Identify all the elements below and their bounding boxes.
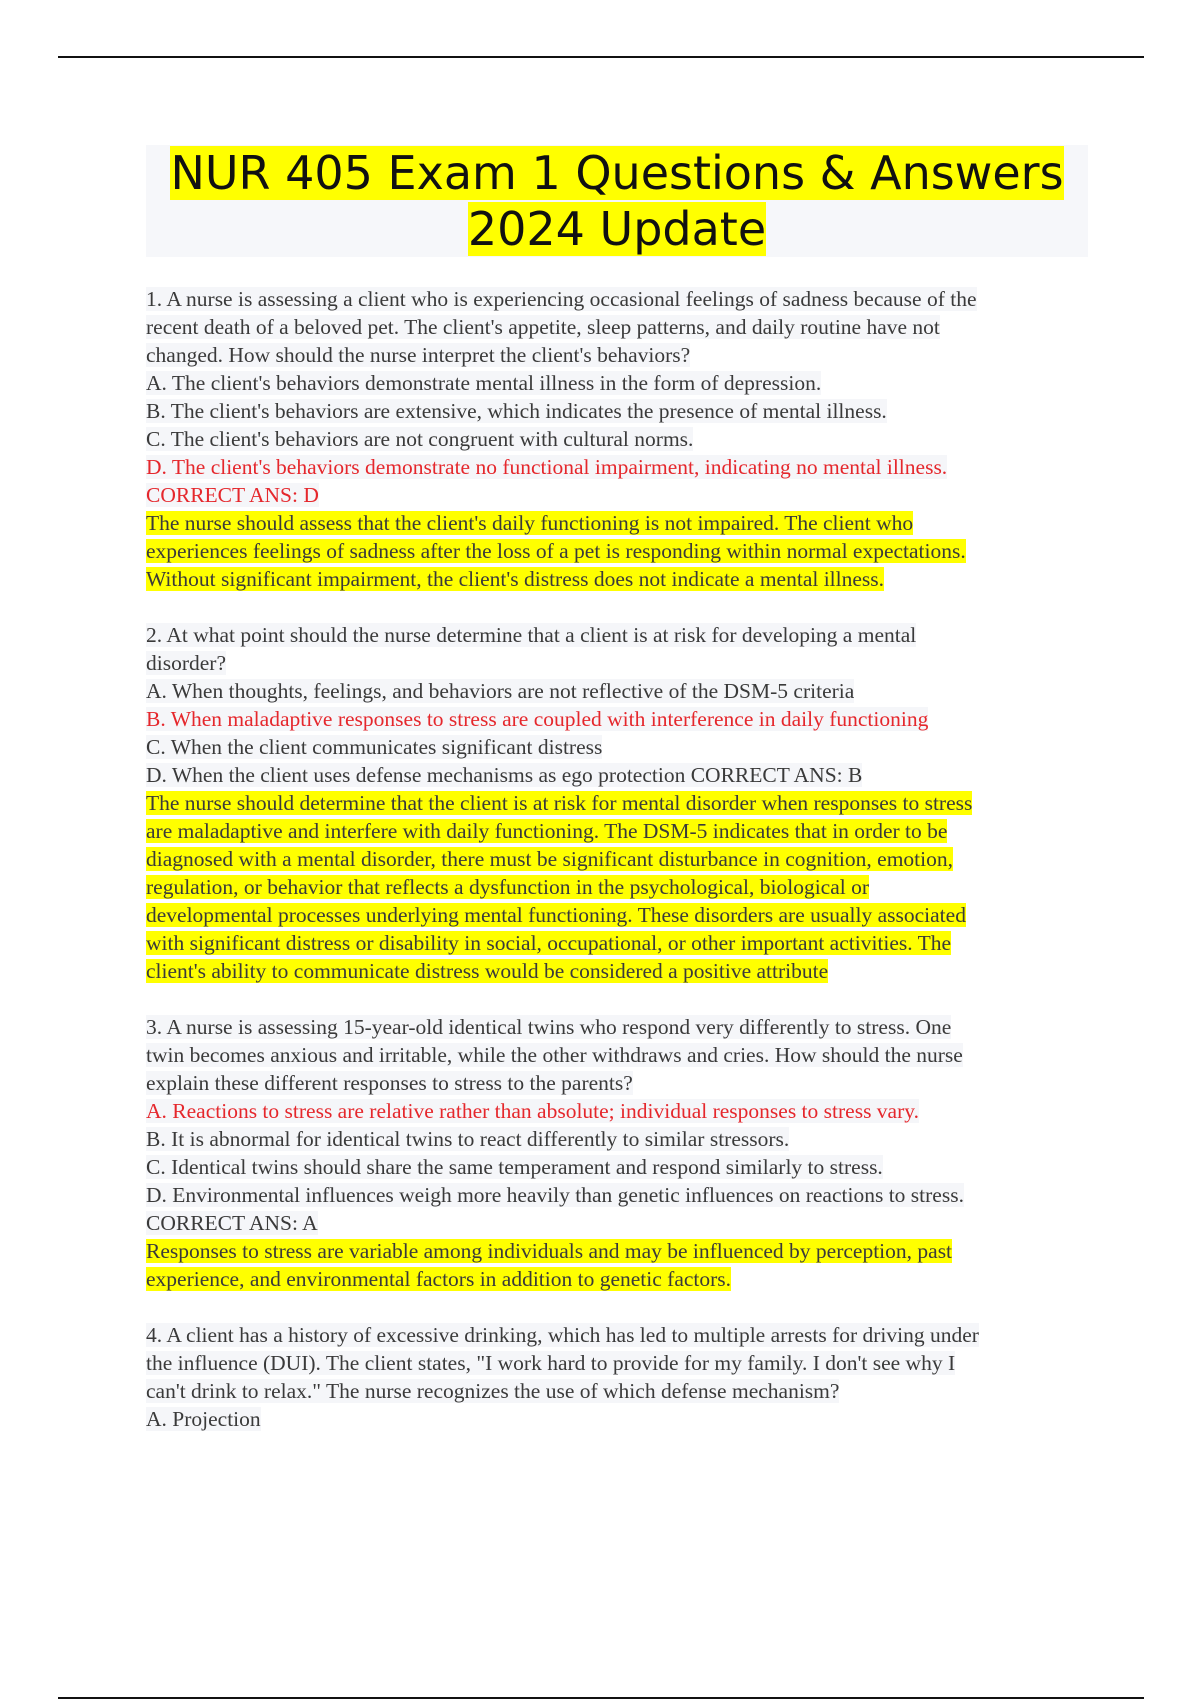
answer-option-d: D. When the client uses defense mechanisms as ego protection CORRECT ANS: B bbox=[146, 763, 863, 787]
title-line-1: NUR 405 Exam 1 Questions & Answers bbox=[170, 146, 1064, 200]
answer-option-c: C. Identical twins should share the same temperament and respond similarly to stress. bbox=[146, 1155, 883, 1179]
answer-option-b-correct: B. When maladaptive responses to stress are coupled with interference in daily functioning bbox=[146, 707, 929, 731]
top-rule bbox=[58, 56, 1144, 58]
question-stem-line: explain these different responses to stress to the parents? bbox=[146, 1071, 633, 1095]
question-3 bbox=[146, 1013, 1096, 1293]
answer-option-a-correct: A. Reactions to stress are relative rather than absolute; individual responses to stress vary. bbox=[146, 1099, 919, 1123]
document-title bbox=[146, 145, 1088, 257]
question-stem-line: 4. A client has a history of excessive drinking, which has led to multiple arrests for driving under bbox=[146, 1323, 979, 1347]
question-stem-line: recent death of a beloved pet. The client's appetite, sleep patterns, and daily routine have not bbox=[146, 315, 940, 339]
question-stem-line: 1. A nurse is assessing a client who is experiencing occasional feelings of sadness because of the bbox=[146, 287, 977, 311]
question-stem-line: 2. At what point should the nurse determine that a client is at risk for developing a mental bbox=[146, 623, 917, 647]
question-stem-line: twin becomes anxious and irritable, while the other withdraws and cries. How should the nurse bbox=[146, 1043, 963, 1067]
answer-option-a: A. The client's behaviors demonstrate mental illness in the form of depression. bbox=[146, 371, 822, 395]
rationale: Responses to stress are variable among individuals and may be influenced by perception, past experience, and environmental factors in addition to genetic factors. bbox=[146, 1239, 953, 1291]
answer-option-a: A. Projection bbox=[146, 1407, 261, 1431]
question-stem-line: 3. A nurse is assessing 15-year-old identical twins who respond very differently to stress. One bbox=[146, 1015, 952, 1039]
question-1 bbox=[146, 285, 1096, 593]
answer-option-c: C. The client's behaviors are not congruent with cultural norms. bbox=[146, 427, 694, 451]
answer-option-d-correct: D. The client's behaviors demonstrate no functional impairment, indicating no mental illness. bbox=[146, 455, 948, 479]
correct-answer-label: CORRECT ANS: D bbox=[146, 483, 319, 507]
question-stem-line: the influence (DUI). The client states, "I work hard to provide for my family. I don't see why I bbox=[146, 1351, 956, 1375]
question-stem-line: can't drink to relax." The nurse recognizes the use of which defense mechanism? bbox=[146, 1379, 840, 1403]
answer-option-d: D. Environmental influences weigh more heavily than genetic influences on reactions to stress. bbox=[146, 1183, 964, 1207]
question-4 bbox=[146, 1321, 1096, 1433]
bottom-rule bbox=[58, 1697, 1144, 1699]
rationale: The nurse should determine that the client is at risk for mental disorder when responses to stress are maladaptive and interfere with daily functioning. The DSM-5 indicates that in order to be diagnosed with a mental disorder, there must be significant disturbance in cognition, emotion, regulation, or behavior that reflects a dysfunction in the psychological, biological or developmental processes underlying mental functioning. These disorders are usually associated with significant distress or disability in social, occupational, or other important activities. The client's ability to communicate distress would be considered a positive attribute bbox=[146, 791, 973, 983]
title-line-2: 2024 Update bbox=[467, 202, 767, 256]
question-stem-line: changed. How should the nurse interpret the client's behaviors? bbox=[146, 343, 691, 367]
correct-answer-label: CORRECT ANS: A bbox=[146, 1211, 318, 1235]
answer-option-a: A. When thoughts, feelings, and behaviors are not reflective of the DSM-5 criteria bbox=[146, 679, 855, 703]
answer-option-c: C. When the client communicates significant distress bbox=[146, 735, 603, 759]
document-body bbox=[146, 285, 1096, 1433]
rationale: The nurse should assess that the client's daily functioning is not impaired. The client who experiences feelings of sadness after the loss of a pet is responding within normal expectations. Without significant impairment, the client's distress does not indicate a mental illness. bbox=[146, 511, 966, 591]
question-2 bbox=[146, 621, 1096, 985]
answer-option-b: B. It is abnormal for identical twins to react differently to similar stressors. bbox=[146, 1127, 790, 1151]
answer-option-b: B. The client's behaviors are extensive, which indicates the presence of mental illness. bbox=[146, 399, 887, 423]
question-stem-line: disorder? bbox=[146, 651, 226, 675]
